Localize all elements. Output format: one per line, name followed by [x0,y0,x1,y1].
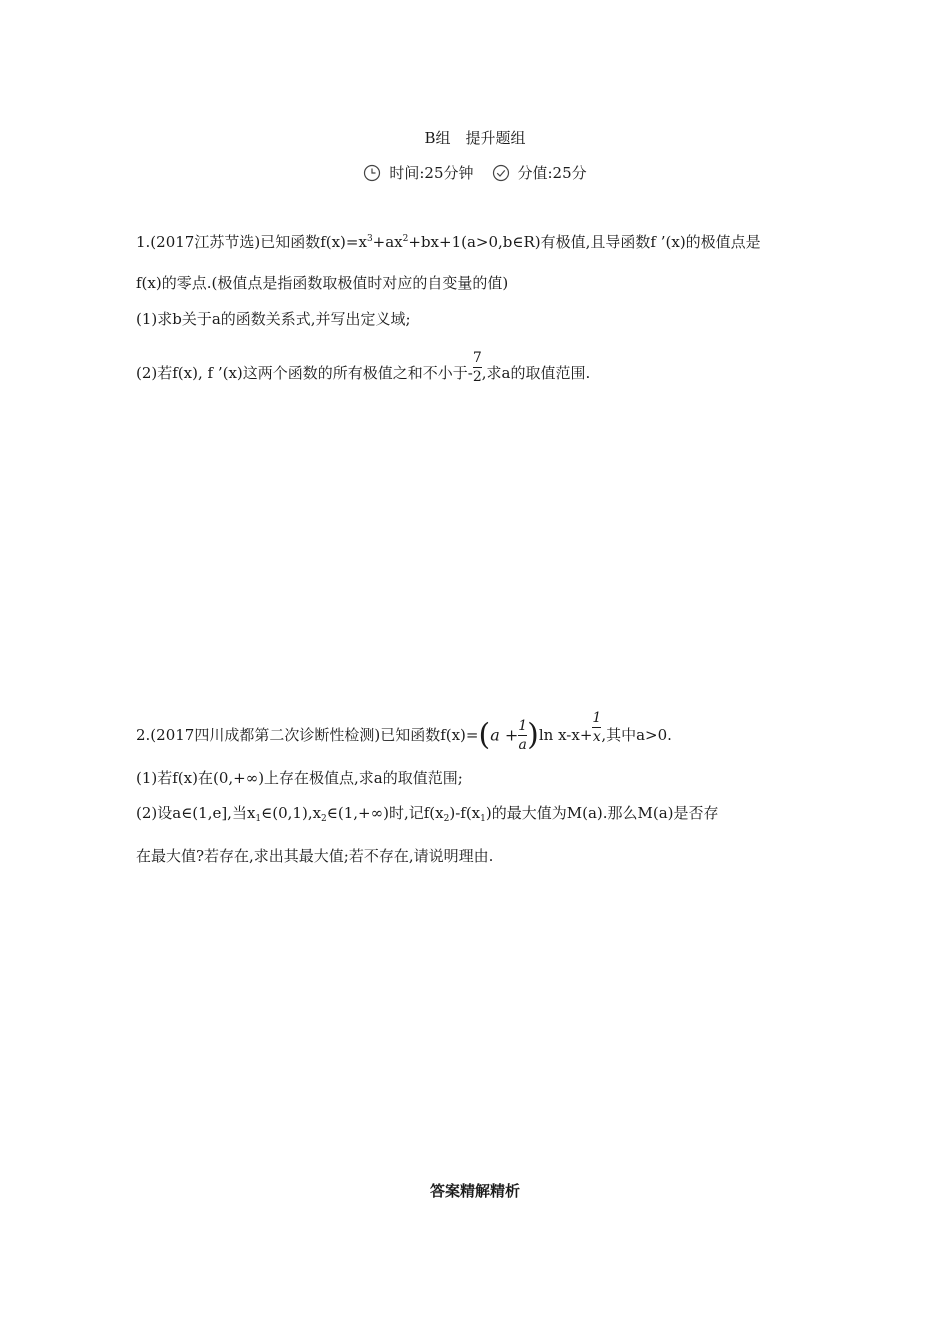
q1-line2: f(x)的零点.(极值点是指函数取极值时对应的自变量的值) [136,274,509,292]
q2-line1: 2.(2017四川成都第二次诊断性检测)已知函数f(x)=(a + $\frac{1}{a}$ )ln x-x+ $\frac{1}{x}$ ,其中a>0. [136,709,672,753]
q1-line1: 1.(2017江苏节选)已知函数$f(x)=x^3+ax^2+bx+1(a>0,b\in R)$有极值,且导函数f ’(x)的极值点是 [136,233,761,251]
q1-part1: (1)求b关于a的函数关系式,并写出定义域; [136,310,411,328]
time-label: 时间:25分钟 [389,164,474,182]
time-info [363,162,473,183]
score-label: 分值:25分 [517,164,587,182]
q1-part2: (2)若f(x), f ’(x)这两个函数的所有极值之和不小于- $\frac{7}{2}$ ,求a的取值范围. [136,349,591,385]
q2-part1: (1)若f(x)在(0,+∞)上存在极值点,求a的取值范围; [136,769,463,787]
q2-part2-line1: (2)设a∈(1,e],当$x_1\in(0,1),x_2\in(1,+\infty)$时,记$f(x_2)-f(x_1)$的最大值为M(a).那么M(a)是否存 [136,804,719,824]
section-title: B组 提升题组 [424,129,526,147]
fraction-one-over-x: $\frac{1}{x}$ [592,709,602,745]
answer-section-title: 答案精解精析 [429,1182,520,1200]
fraction-seven-halves: $\frac{7}{2}$ [472,349,482,385]
score-info [492,162,587,183]
meta-row [0,162,950,183]
clock-icon [363,164,381,182]
paren-expression: (a + $\frac{1}{a}$ ) [478,717,539,753]
check-circle-icon [492,164,510,182]
q2-part2-line2: 在最大值?若存在,求出其最大值;若不存在,请说明理由. [136,847,494,865]
